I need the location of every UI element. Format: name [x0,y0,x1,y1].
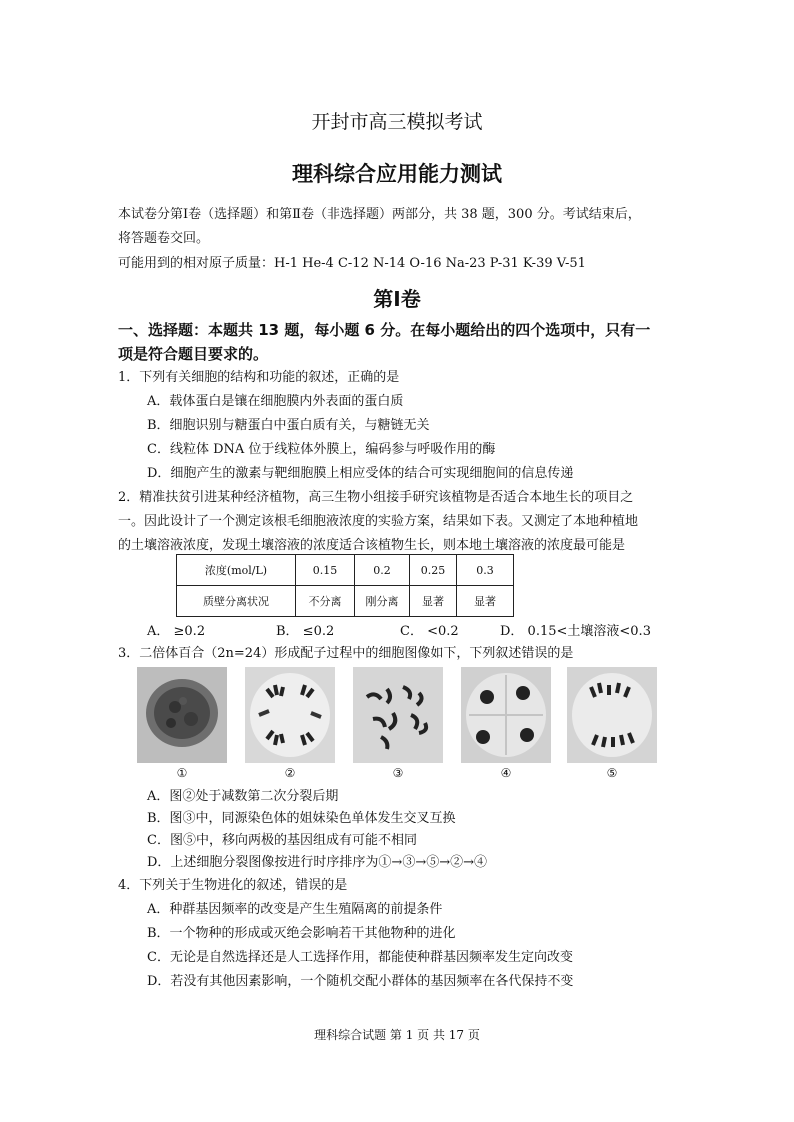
figure-label-4: ④ [500,766,512,780]
q3-option-b: B．图③中，同源染色体的姐妹染色单体发生交叉互换 [147,811,456,826]
q2-stem-line-3: 的土壤溶液浓度，发现土壤溶液的浓度适合该植物生长，则本地土壤溶液的浓度最可能是 [118,538,626,553]
q2-option-d: D． 0.15<土壤溶液<0.3 [500,624,651,639]
subject-title: 理科综合应用能力测试 [292,162,502,186]
table-cell: 0.25 [410,555,457,586]
figure-label-3: ③ [392,766,404,780]
q4-option-b: B．一个物种的形成或灭绝会影响若干其他物种的进化 [147,926,456,941]
table-cell: 0.2 [355,555,410,586]
page-footer: 理科综合试题 第 1 页 共 17 页 [314,1028,480,1042]
cell-image-1 [137,667,227,763]
figure-label-1: ① [176,766,188,780]
exam-title: 开封市高三模拟考试 [311,111,483,133]
concentration-table [176,554,514,617]
q3-option-c: C．图⑤中，移向两极的基因组成有可能不相同 [147,833,417,848]
q4-option-a: A．种群基因频率的改变是产生生殖隔离的前提条件 [147,902,443,917]
q3-option-a: A．图②处于减数第二次分裂后期 [147,789,339,804]
cell-image-5 [567,667,657,763]
table-cell: 不分离 [296,586,355,617]
table-cell: 显著 [457,586,514,617]
figure-label-5: ⑤ [606,766,618,780]
atomic-masses: 可能用到的相对原子质量：H-1 He-4 C-12 N-14 O-16 Na-23 P-31 K-39 V-51 [118,256,586,271]
q1-stem: 1．下列有关细胞的结构和功能的叙述，正确的是 [118,370,400,385]
section-heading-line-1: 一、选择题：本题共 13 题，每小题 6 分。在每小题给出的四个选项中，只有一 [118,321,651,339]
table-row [177,586,514,617]
q2-option-c: C． <0.2 [400,624,459,639]
cell-image-2 [245,667,335,763]
table-row [177,555,514,586]
table-cell: 浓度(mol/L) [177,555,296,586]
q2-option-b: B． ≤0.2 [276,624,335,639]
q4-option-d: D．若没有其他因素影响，一个随机交配小群体的基因频率在各代保持不变 [147,974,574,989]
q3-stem: 3．二倍体百合（2n=24）形成配子过程中的细胞图像如下，下列叙述错误的是 [118,646,574,661]
figure-label-2: ② [284,766,296,780]
q4-stem: 4．下列关于生物进化的叙述，错误的是 [118,878,348,893]
intro-line-1: 本试卷分第Ⅰ卷（选择题）和第Ⅱ卷（非选择题）两部分，共 38 题，300 分。考试结束后， [118,207,641,222]
volume-title: 第Ⅰ卷 [373,287,421,311]
table-cell: 刚分离 [355,586,410,617]
q4-option-c: C．无论是自然选择还是人工选择作用，都能使种群基因频率发生定向改变 [147,950,573,965]
q1-option-d: D．细胞产生的激素与靶细胞膜上相应受体的结合可实现细胞间的信息传递 [147,466,574,481]
q1-option-a: A．载体蛋白是镶在细胞膜内外表面的蛋白质 [147,394,404,409]
q2-stem-line-1: 2．精准扶贫引进某种经济植物，高三生物小组接手研究该植物是否适合本地生长的项目之 [118,490,634,505]
q3-option-d: D．上述细胞分裂图像按进行时序排序为①→③→⑤→②→④ [147,855,487,870]
q2-option-a: A． ≥0.2 [147,624,206,639]
q1-option-b: B．细胞识别与糖蛋白中蛋白质有关，与糖链无关 [147,418,430,433]
section-heading-line-2: 项是符合题目要求的。 [118,345,269,363]
cell-image-3 [353,667,443,763]
table-cell: 显著 [410,586,457,617]
table-cell: 0.3 [457,555,514,586]
intro-line-2: 将答题卷交回。 [118,231,210,246]
cell-division-figures [137,667,657,780]
table-cell: 质壁分离状况 [177,586,296,617]
cell-image-4 [461,667,551,763]
q1-option-c: C．线粒体 DNA 位于线粒体外膜上，编码参与呼吸作用的酶 [147,442,496,457]
table-cell: 0.15 [296,555,355,586]
q2-stem-line-2: 一。因此设计了一个测定该根毛细胞液浓度的实验方案，结果如下表。又测定了本地种植地 [118,514,639,529]
